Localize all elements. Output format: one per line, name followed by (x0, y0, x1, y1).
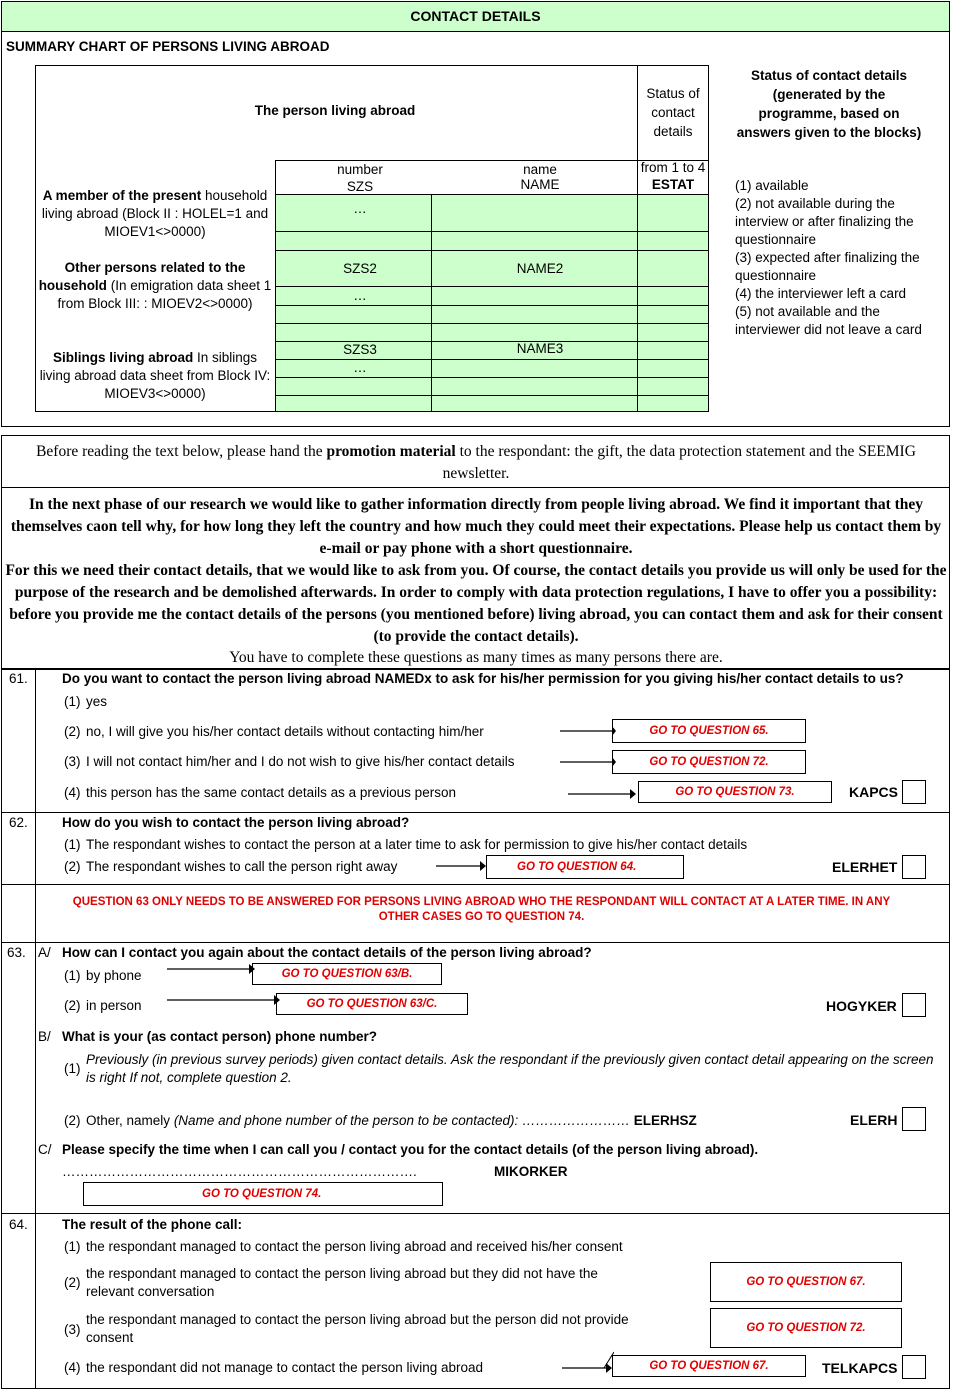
q64-number: 64. (9, 1217, 28, 1232)
q64-answer-box[interactable] (902, 1355, 926, 1379)
q62-opt2: The respondant wishes to call the person right away (86, 859, 398, 874)
q63-a2-code: (2) (64, 998, 81, 1013)
col-name: name (523, 162, 557, 177)
arrow-icon (436, 860, 486, 872)
q61-opt1-code: (1) (64, 694, 81, 709)
q61-opt4: this person has the same contact details as a previous person (86, 785, 456, 800)
q61-opt4-code: (4) (64, 785, 81, 800)
q64-goto-67: GO TO QUESTION 67. (710, 1262, 902, 1302)
q62-text: How do you wish to contact the person living abroad? (62, 815, 410, 830)
q64-o2-code: (2) (64, 1275, 81, 1290)
szs2: SZS2 (343, 261, 377, 276)
q61-goto-72: GO TO QUESTION 72. (612, 750, 806, 774)
q64-o1-code: (1) (64, 1239, 81, 1254)
ellipsis: … (353, 201, 367, 216)
q63-b2: Other, namely (Name and phone number of the person to be contacted): …………………… ELERHSZ (86, 1113, 697, 1128)
q62-opt2-code: (2) (64, 859, 81, 874)
q63-goto-63b: GO TO QUESTION 63/B. (252, 963, 442, 985)
q61-answer-box[interactable] (902, 780, 926, 804)
arrow-icon (568, 788, 638, 800)
q63-b1-code: (1) (64, 1061, 81, 1076)
ellipsis: … (353, 288, 367, 303)
hand-instruction: Before reading the text below, please hand the promotion material to the respondant: the gift, the data protection statement and the SEEMIG newsletter. (36, 443, 916, 482)
status-option: (4) the interviewer left a card (735, 286, 907, 301)
q64-var: TELKAPCS (822, 1360, 898, 1376)
q64-o4-code: (4) (64, 1360, 81, 1375)
name2: NAME2 (516, 261, 564, 276)
code-status: ESTAT (651, 177, 695, 192)
arrow-icon (167, 994, 282, 1006)
page-title: CONTACT DETAILS (410, 8, 541, 24)
arrow-icon (562, 1350, 614, 1380)
input-grid (275, 194, 709, 412)
q61-opt2-code: (2) (64, 724, 81, 739)
q64-o3: the respondant managed to contact the person living abroad but the person did not provide consent (86, 1312, 629, 1345)
q63-notice: QUESTION 63 ONLY NEEDS TO BE ANSWERED FOR PERSONS LIVING ABROAD WHO THE RESPONDANT WILL CONTACT AT A LATER TIME. IN ANY OTHER CASES GO TO QUESTION 74. (72, 896, 891, 923)
summary-title: SUMMARY CHART OF PERSONS LIVING ABROAD (6, 39, 330, 54)
q63-c-dots: ……………………………………………………………………. (62, 1164, 417, 1179)
q63-var-b: ELERH (850, 1112, 898, 1128)
q63-var-a: HOGYKER (826, 998, 897, 1014)
q62-answer-box[interactable] (902, 855, 926, 879)
q63b-answer-box[interactable] (902, 1107, 926, 1131)
q64-o4: the respondant did not manage to contact the person living abroad (86, 1360, 484, 1375)
ellipsis: … (353, 360, 367, 375)
status-option: (2) not available during the interview or after finalizing the questionnaire (735, 196, 914, 247)
q64-goto-72: GO TO QUESTION 72. (710, 1308, 902, 1348)
status-heading: Status of contact details (646, 86, 700, 139)
q64-o2: the respondant managed to contact the person living abroad but they did not have the relevant conversation (86, 1266, 598, 1299)
col-range: from 1 to 4 (640, 160, 706, 175)
col-number: number (337, 162, 383, 177)
q63-part-c: C/ (38, 1142, 52, 1157)
q64-o3-code: (3) (64, 1322, 81, 1337)
name3: NAME3 (516, 341, 564, 356)
status-options (735, 177, 945, 339)
q63a-answer-box[interactable] (902, 993, 926, 1017)
q63-b2-code: (2) (64, 1113, 81, 1128)
q63-goto-74: GO TO QUESTION 74. (83, 1182, 443, 1206)
q63-text-a: How can I contact you again about the contact details of the person living abroad? (62, 945, 592, 960)
q63-text-b: What is your (as contact person) phone number? (62, 1029, 378, 1044)
q64-o1: the respondant managed to contact the person living abroad and received his/her consent (86, 1239, 623, 1254)
intro-para-1: In the next phase of our research we would like to gather information directly from people living abroad. We find it important that they themselves caon tell why, for how long they left the country and how much they could meet their expectations. Please help us contact them by e-mail or pay phone with a short questionnaire. (10, 496, 942, 557)
q63-a1-code: (1) (64, 968, 81, 983)
intro-note: You have to complete these questions as many times as many persons there are. (229, 649, 723, 666)
q63-a1: by phone (86, 968, 142, 983)
status-generated-heading: Status of contact details (generated by the programme, based on answers given to the blocks) (736, 68, 922, 140)
q63-b1: Previously (in previous survey periods) given contact details. Ask the respondant if the previously given contact detail appearing on the screen is right If not, complete question 2. (86, 1052, 934, 1085)
q63-c-var: MIKORKER (494, 1164, 568, 1179)
code-number: SZS (346, 179, 374, 194)
row-label-siblings: Siblings living abroad In siblings living abroad data sheet from Block IV: MIOEV3<>0000) (39, 350, 271, 401)
szs3: SZS3 (343, 342, 377, 357)
status-option: (1) available (735, 178, 809, 193)
q61-text: Do you want to contact the person living abroad NAMEDx to ask for his/her permission for you giving his/her contact details to us? (62, 671, 904, 686)
q61-opt1: yes (86, 694, 108, 709)
q61-var: KAPCS (849, 784, 899, 800)
q61-goto-65: GO TO QUESTION 65. (612, 719, 806, 743)
q63-a2: in person (86, 998, 142, 1013)
row-label-household: A member of the present household living abroad (Block II : HOLEL=1 and MIOEV1<>0000) (41, 188, 269, 239)
q61-opt3-code: (3) (64, 754, 81, 769)
status-option: (3) expected after finalizing the questionnaire (735, 250, 920, 283)
q63-part-b: B/ (38, 1029, 51, 1044)
q63-goto-63c: GO TO QUESTION 63/C. (276, 993, 468, 1015)
q62-var: ELERHET (832, 859, 898, 875)
q61-opt3: I will not contact him/her and I do not wish to give his/her contact details (86, 754, 515, 769)
row-label-relatives: Other persons related to the household (In emigration data sheet 1 from Block III: : MIOEV2<>0000) (38, 260, 272, 311)
q63-text-c: Please specify the time when I can call you / contact you for the contact details (of the person living abroad). (62, 1142, 759, 1157)
q64-text: The result of the phone call: (62, 1217, 243, 1232)
q62-goto-64: GO TO QUESTION 64. (486, 855, 684, 879)
status-option: (5) not available and the interviewer did not leave a card (735, 304, 922, 337)
arrow-icon (167, 963, 257, 975)
q61-number: 61. (9, 671, 28, 686)
q62-opt1-code: (1) (64, 837, 81, 852)
arrow-icon (560, 718, 616, 778)
q63-number: 63. (7, 945, 26, 960)
q62-opt1: The respondant wishes to contact the person at a later time to ask for permission to give his/her contact details (86, 837, 748, 852)
person-abroad-heading: The person living abroad (254, 103, 416, 118)
q62-number: 62. (9, 815, 28, 830)
intro-para-2: For this we need their contact details, that we would like to ask from you. Of course, the contact details you provide us will only be used for the purpose of the research and be demolished afterwards. In order to comply with data protection regulations, I have to offer you a possibility: before you provide me the contact details of the persons (you mentioned before) living abroad, you can contact them and ask for their consent (to provide the contact details). (5, 562, 947, 645)
q64-goto-67b: GO TO QUESTION 67. (612, 1355, 806, 1377)
q61-goto-73: GO TO QUESTION 73. (638, 781, 832, 803)
code-name: NAME (520, 177, 560, 192)
q61-opt2: no, I will give you his/her contact details without contacting him/her (86, 724, 484, 739)
q63-part-a: A/ (38, 945, 51, 960)
